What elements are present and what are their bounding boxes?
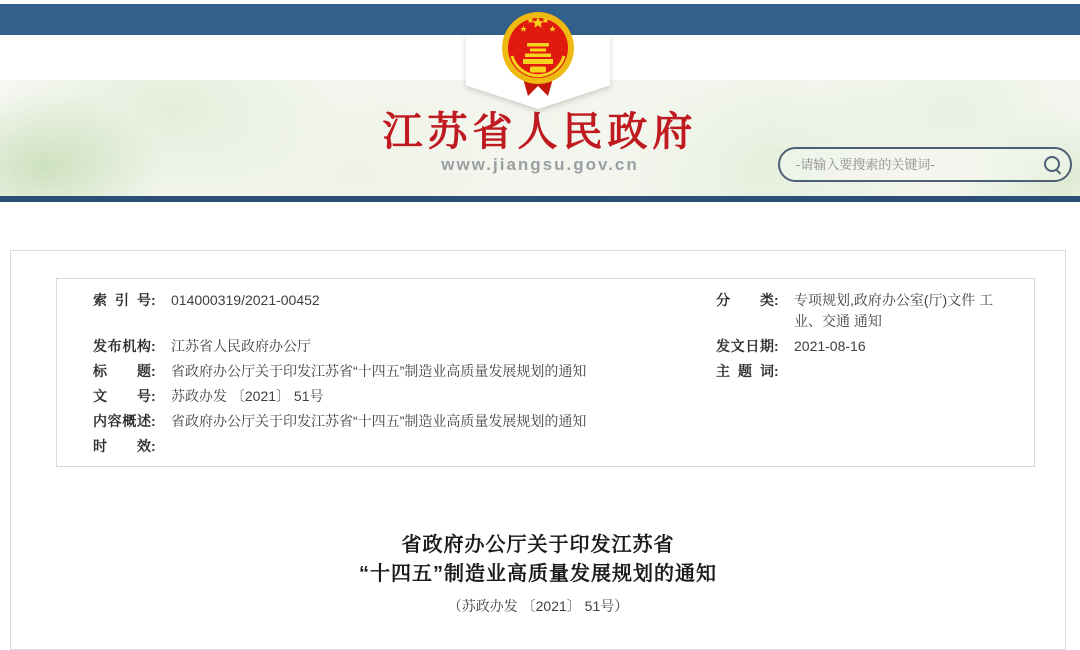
meta-label: 主题词:: [716, 363, 779, 379]
meta-label: 时效:: [93, 438, 156, 454]
meta-label: 内容概述:: [93, 413, 156, 429]
meta-row: [93, 334, 1016, 359]
meta-value: 省政府办公厅关于印发江苏省“十四五”制造业高质量发展规划的通知: [171, 363, 587, 379]
meta-value: 014000319/2021-00452: [171, 292, 320, 308]
meta-label: 分类:: [716, 292, 779, 308]
search-icon: [1044, 156, 1062, 174]
nav-strip: [0, 196, 1080, 202]
site-url: www.jiangsu.gov.cn: [441, 155, 639, 174]
meta-value: [782, 359, 1016, 384]
site-title[interactable]: 江苏省人民政府: [382, 110, 698, 154]
meta-value: 省政府办公厅关于印发江苏省“十四五”制造业高质量发展规划的通知: [171, 413, 587, 429]
meta-label: 文号:: [93, 388, 156, 404]
government-logo[interactable]: [466, 35, 610, 135]
content-card: [10, 250, 1066, 650]
meta-value: 专项规划,政府办公室(厅)文件 工业、交通 通知: [794, 292, 994, 329]
national-emblem-icon: [500, 8, 576, 100]
search-box: [778, 147, 1072, 182]
meta-label: 发文日期:: [716, 338, 779, 354]
meta-value: [159, 434, 716, 459]
search-input[interactable]: [780, 149, 1036, 180]
meta-label: 发布机构:: [93, 338, 156, 354]
meta-row: [93, 288, 1016, 334]
document-meta-box: [56, 278, 1035, 467]
meta-value: 江苏省人民政府办公厅: [171, 338, 311, 354]
document-meta-table: [93, 288, 1016, 459]
meta-row: [93, 359, 1016, 384]
document-title-line2: “十四五”制造业高质量发展规划的通知: [359, 563, 717, 585]
document-title: [11, 531, 1065, 589]
meta-value: 苏政办发 〔2021〕 51号: [171, 388, 324, 404]
meta-row: [93, 409, 1016, 434]
document-number: （苏政办发 〔2021〕 51号）: [447, 598, 629, 614]
meta-row: [93, 434, 1016, 459]
meta-label: 标题:: [93, 363, 156, 379]
search-button[interactable]: [1036, 149, 1070, 180]
document-title-line1: 省政府办公厅关于印发江苏省: [401, 534, 675, 556]
meta-row: [93, 384, 1016, 409]
meta-label: 索引号:: [93, 292, 156, 308]
meta-value: 2021-08-16: [794, 338, 866, 354]
